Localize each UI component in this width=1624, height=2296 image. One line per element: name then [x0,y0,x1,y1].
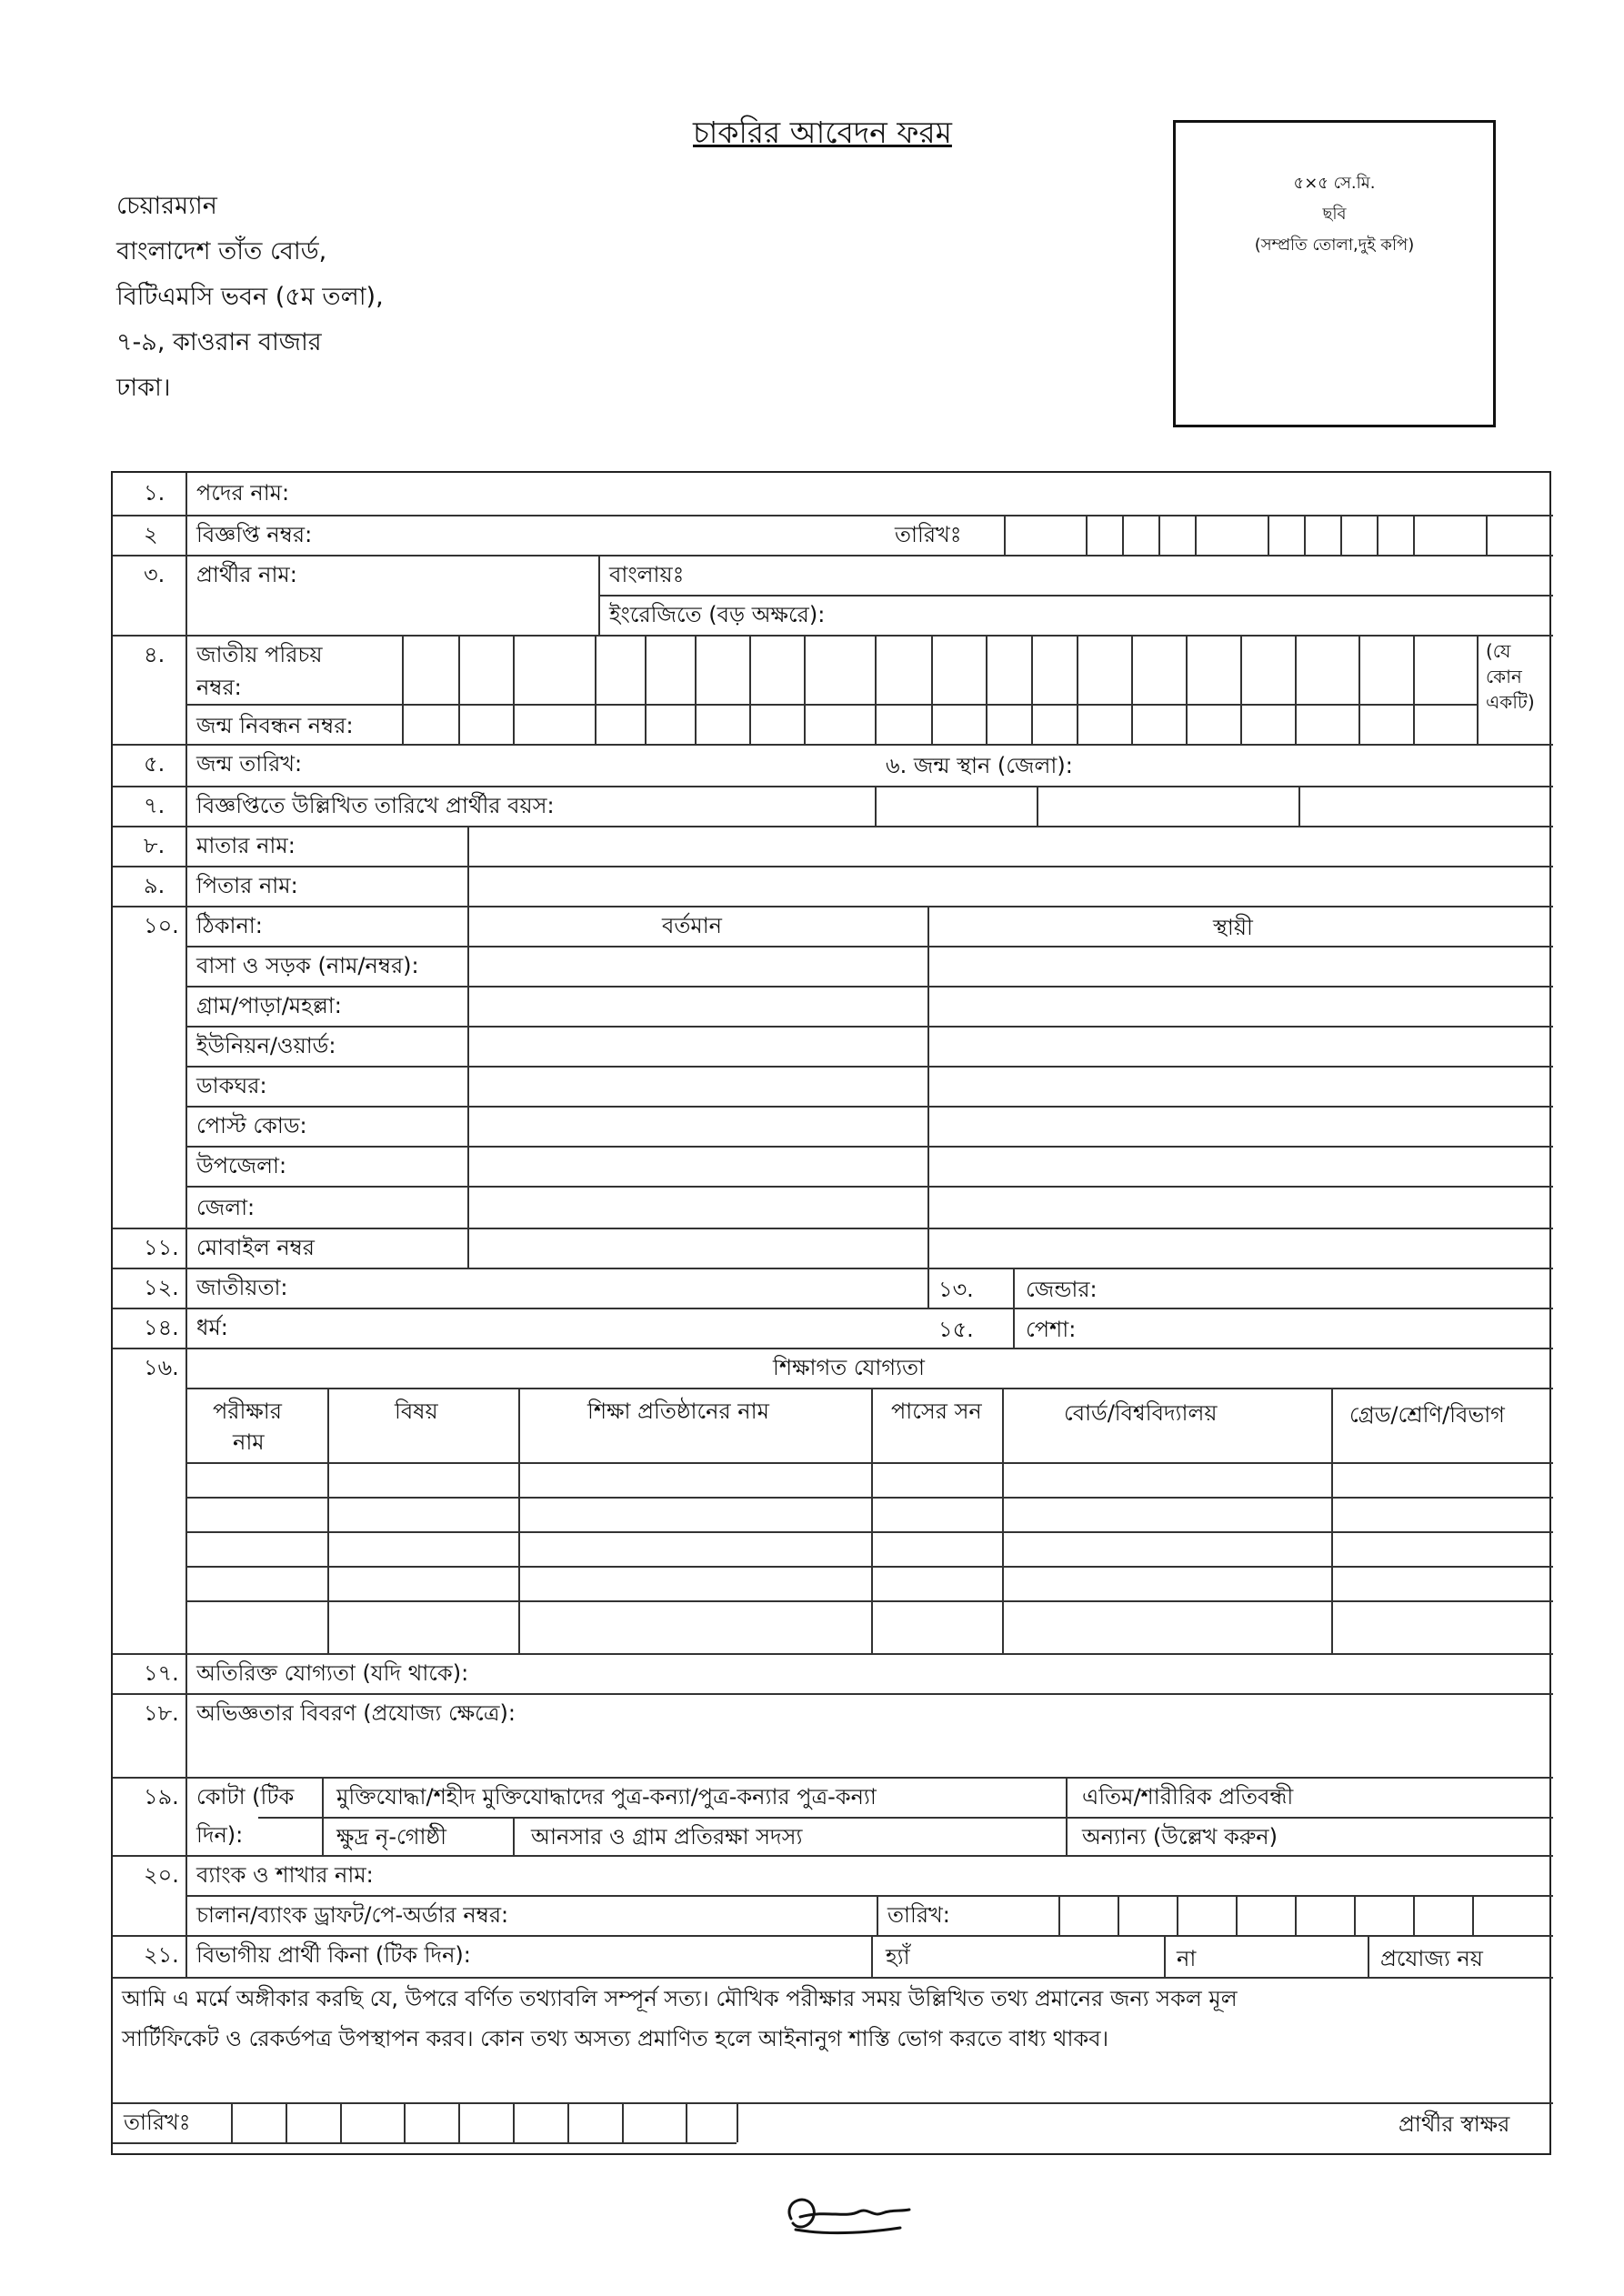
address-line: বিটিএমসি ভবন (৫ম তলা), [116,283,384,311]
column-line [1164,1935,1166,1977]
row-line [113,1777,1553,1779]
column-line [327,1388,329,1653]
column-line [1013,1268,1015,1348]
birth-reg-label[interactable]: জন্ম নিবন্ধন নম্বর: [196,713,354,738]
column-line [1186,635,1188,744]
column-line [804,635,806,744]
column-line [1131,635,1133,744]
row-line [113,2102,737,2104]
age-label[interactable]: বিজ্ঞপ্তিতে উল্লিখিত তারিখে প্রার্থীর বয়স: [196,793,555,818]
photo-box[interactable] [1173,120,1496,427]
circular-date-label[interactable]: তারিখঃ [895,522,962,547]
column-line [1122,515,1124,555]
education-header: শিক্ষাগত যোগ্যতা [773,1355,926,1380]
column-line [231,2102,233,2142]
photo-note: (সম্প্রতি তোলা,দুই কপি) [1254,236,1415,255]
edu-col-exam: নাম [233,1429,265,1455]
declaration-text: সার্টিফিকেট ও রেকর্ডপত্র উপস্থাপন করব। কোন তথ্য অসত্য প্রমাণিত হলে আইনানুগ শাস্তি ভোগ করতে বাধ্য থাকব। [122,2026,1109,2051]
row-line [598,595,1553,597]
photo-size: ৫×৫ সে.মি. [1293,174,1376,193]
row-line [113,1228,1553,1229]
edu-col-institution: শিক্ষা প্রতিষ্ঠানের নাম [587,1399,769,1424]
column-line [1268,515,1269,555]
address-label: ঠিকানা: [196,913,263,938]
column-line [1340,515,1342,555]
column-line [404,2102,406,2142]
column-line [877,1895,878,1935]
column-line [513,1817,515,1855]
name-bangla-label[interactable]: বাংলায়ঃ [609,562,685,587]
column-line [871,1935,873,1977]
row-line [258,1817,1553,1819]
post-name-label[interactable]: পদের নাম: [196,480,290,506]
circular-number-label[interactable]: বিজ্ঞপ্তি নম্বর: [196,522,313,547]
row-number: ৯. [144,873,165,898]
column-line [622,2102,624,2142]
column-line [518,1388,520,1653]
column-line [1004,515,1006,555]
name-english-label[interactable]: ইংরেজিতে (বড় অক্ষরে): [609,602,826,627]
column-line [1413,515,1415,555]
any-one-note: একটি) [1486,691,1535,713]
gender-label[interactable]: জেন্ডার: [1026,1277,1098,1302]
column-line [1304,515,1306,555]
column-line [595,635,596,744]
column-line [1295,635,1297,744]
column-line [1177,1895,1178,1935]
departmental-label: বিভাগীয় প্রার্থী কিনা (টিক দিন): [196,1942,471,1968]
address-line: ঢাকা। [116,374,171,402]
column-line [1037,786,1038,826]
father-name-label[interactable]: পিতার নাম: [196,873,298,898]
column-line [185,473,187,1977]
quota-label: কোটা (টিক [196,1784,295,1810]
column-line [1158,515,1160,555]
column-line [1298,786,1300,826]
edu-col-board: বোর্ড/বিশ্ববিদ্যালয় [1064,1400,1218,1426]
column-line [871,1388,873,1653]
column-line [1354,1895,1356,1935]
departmental-na[interactable]: প্রযোজ্য নয় [1380,1946,1483,1971]
experience-label[interactable]: অভিজ্ঞতার বিবরণ (প্রযোজ্য ক্ষেত্রে): [196,1700,516,1726]
extra-qualification-label[interactable]: অতিরিক্ত যোগ্যতা (যদি থাকে): [196,1660,469,1686]
row-line [185,1026,1553,1028]
row-line [185,1146,1553,1148]
any-one-note: কোন [1486,666,1522,687]
row-number: ৭. [144,793,165,818]
address-field[interactable]: বাসা ও সড়ক (নাম/নম্বর): [196,953,419,978]
row-number: ৫. [144,751,165,777]
row-number: ৮. [144,833,165,858]
occupation-label[interactable]: পেশা: [1026,1317,1077,1342]
row-line [185,1497,1553,1499]
challan-date-label[interactable]: তারিখ: [887,1902,950,1928]
mother-name-label[interactable]: মাতার নাম: [196,833,296,858]
form-title: চাকরির আবেদন ফরম [693,115,952,150]
address-field[interactable]: ইউনিয়ন/ওয়ার্ড: [196,1033,336,1058]
row-line [113,826,1553,827]
row-number: ১৯. [144,1784,179,1810]
row-line [185,986,1553,988]
quota-label: দিন): [196,1822,244,1848]
column-line [1486,515,1488,555]
row-line [113,786,1553,787]
address-field[interactable]: গ্রাম/পাড়া/মহল্লা: [196,993,342,1018]
photo-label: ছবি [1322,205,1347,224]
dob-label[interactable]: জন্ম তারিখ: [196,751,303,777]
column-line [513,635,515,744]
row-line [113,1348,1553,1349]
row-number: ১৪. [144,1315,179,1340]
row-line [185,1600,1553,1602]
column-line [1118,1895,1119,1935]
nationality-label[interactable]: জাতীয়তা: [196,1275,288,1300]
column-line [927,906,929,1308]
column-line [1240,635,1242,744]
row-line [113,1653,1553,1655]
row-number: ১১. [144,1235,179,1260]
column-line [1058,1895,1060,1935]
religion-label[interactable]: ধর্ম: [196,1315,228,1340]
column-line [1477,635,1479,744]
footer-date-label: তারিখঃ [124,2110,191,2135]
handwritten-signature [773,2182,918,2246]
quota-ansar-vdp[interactable]: আনসার ও গ্রাম প্রতিরক্ষা সদস্য [531,1824,803,1850]
address-field[interactable]: জেলা: [196,1195,256,1220]
column-line [567,2102,569,2142]
quota-orphan-disabled[interactable]: এতিম/শারীরিক প্রতিবন্ধী [1082,1784,1294,1810]
column-line [749,635,751,744]
column-line [1077,635,1078,744]
row-line [185,1462,1553,1464]
departmental-no[interactable]: না [1177,1946,1197,1971]
row-line [113,635,1553,637]
recipient-address [116,184,384,411]
declaration-text: আমি এ মর্মে অঙ্গীকার করছি যে, উপরে বর্ণিত তথ্যাবলি সম্পূর্ন সত্য। মৌখিক পরীক্ষার সময় উল্লিখিত তথ্য প্রমানের জন্য সকল মূল [122,1986,1238,2011]
signature-label: প্রার্থীর স্বাক্ষর [1398,2111,1510,2137]
present-address-header: বর্তমান [662,913,722,938]
column-line [686,2102,687,2142]
column-line [875,786,877,826]
row-number: ৪. [144,642,165,667]
departmental-yes[interactable]: হ্যাঁ [886,1944,910,1970]
row-line [113,1977,1553,1979]
birthplace-label[interactable]: ৬. জন্ম স্থান (জেলা): [886,753,1073,778]
column-line [286,2102,287,2142]
column-line [1295,1895,1297,1935]
column-line [1368,1935,1369,1977]
column-line [695,635,697,744]
row-line [113,2142,737,2144]
any-one-note: (যে [1486,640,1511,662]
column-line [986,635,987,744]
column-line [322,1777,324,1855]
column-line [598,555,600,635]
column-line [875,635,877,744]
edu-col-exam: পরীক্ষার [213,1399,282,1424]
row-number: ১৬. [144,1355,179,1380]
row-number: ১. [144,480,165,506]
column-line [467,826,469,1268]
row-number: ১৮. [144,1700,179,1726]
row-line [113,1308,1553,1309]
nid-label: জাতীয় পরিচয় [196,642,323,667]
row-line [113,906,1553,907]
column-line [1413,1895,1415,1935]
row-number: ২০. [144,1862,179,1888]
column-line [1066,1777,1068,1855]
column-line [931,635,933,744]
edu-col-year: পাসের সন [891,1399,982,1424]
address-field[interactable]: ডাকঘর: [196,1073,267,1098]
row-line [113,744,1553,746]
permanent-address-header: স্থায়ী [1213,915,1253,940]
column-line [1377,515,1378,555]
row-line [113,1268,1553,1269]
row-line [185,946,1553,947]
column-line [1195,515,1197,555]
column-line [1002,1388,1004,1653]
mobile-label[interactable]: মোবাইল নম্বর [196,1235,316,1260]
challan-number-label[interactable]: চালান/ব্যাংক ড্রাফট/পে-অর্ডার নম্বর: [196,1902,509,1928]
row-number: ১৩. [938,1277,974,1302]
quota-other[interactable]: অন্যান্য (উল্লেখ করুন) [1082,1824,1278,1850]
row-line [185,1186,1553,1188]
column-line [1086,515,1088,555]
address-field[interactable]: উপজেলা: [196,1153,287,1178]
row-number: ১৭. [144,1660,179,1686]
row-line [185,1388,1553,1389]
address-field[interactable]: পোস্ট কোড: [196,1113,307,1138]
column-line [1472,1895,1474,1935]
edu-col-subject: বিষয় [395,1399,438,1424]
application-form-table [111,471,1551,2155]
row-line [185,1531,1553,1533]
row-line [185,704,1477,706]
row-line [185,1895,1553,1897]
address-line: ৭-৯, কাওরান বাজার [116,328,322,356]
column-line [1413,635,1415,744]
nid-label[interactable]: নম্বর: [196,675,242,700]
row-line [113,866,1553,867]
column-line [513,2102,515,2142]
quota-freedom-fighter[interactable]: মুক্তিযোদ্ধা/শহীদ মুক্তিযোদ্ধাদের পুত্র-কন্যা/পুত্র-কন্যার পুত্র-কন্যা [336,1784,877,1810]
column-line [737,2102,738,2142]
row-line [185,1566,1553,1568]
column-line [1031,635,1033,744]
applicant-name-label: প্রার্থীর নাম: [196,562,297,587]
row-number: ১২. [144,1275,179,1300]
row-line [185,1106,1553,1108]
column-line [1358,635,1360,744]
row-number: ২ [144,522,158,547]
row-number: ৩. [144,562,165,587]
column-line [1236,1895,1238,1935]
edu-col-grade: গ্রেড/শ্রেণি/বিভাগ [1349,1402,1505,1428]
row-line [113,1935,1553,1937]
row-line [113,515,1553,516]
column-line [1331,1388,1333,1653]
row-line [185,1066,1553,1068]
column-line [340,2102,342,2142]
row-line [113,1693,1553,1695]
row-number: ১৫. [938,1317,974,1342]
row-number: ১০. [144,913,179,938]
column-line [458,635,460,744]
quota-ethnic-minority[interactable]: ক্ষুদ্র নৃ-গোষ্ঠী [336,1824,446,1850]
column-line [458,2102,460,2142]
bank-branch-label[interactable]: ব্যাংক ও শাখার নাম: [196,1862,374,1888]
column-line [645,635,647,744]
address-line: বাংলাদেশ তাঁত বোর্ড, [116,237,327,266]
row-line [113,1855,1553,1857]
row-line [113,555,1553,556]
address-line: চেয়ারম্যান [116,192,217,220]
column-line [402,635,404,744]
row-number: ২১. [144,1942,179,1968]
